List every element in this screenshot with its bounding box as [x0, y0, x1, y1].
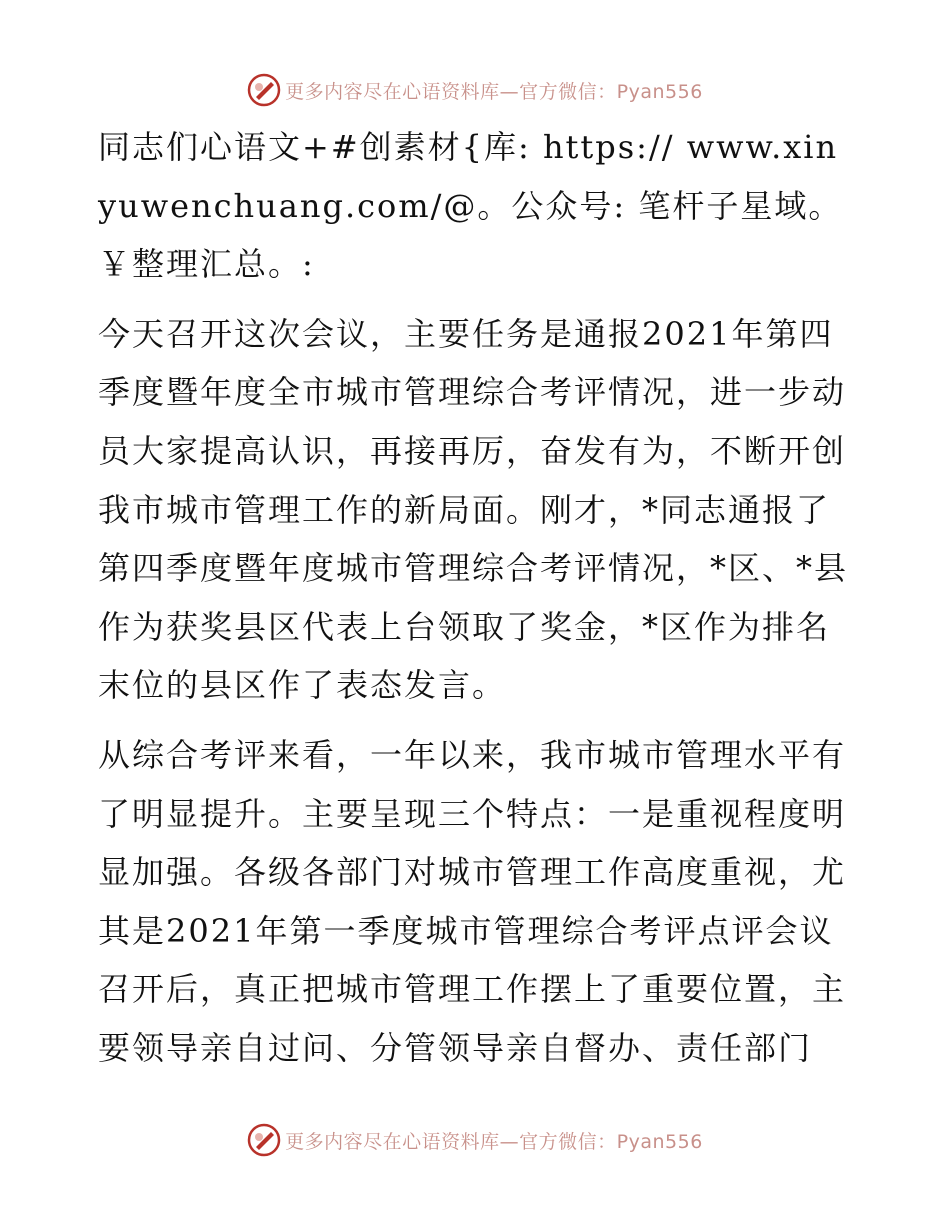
header-banner [0, 70, 950, 110]
logo-icon [247, 73, 281, 107]
document-body [98, 118, 858, 1089]
footer-banner-text: 更多内容尽在心语资料库—官方微信：Pyan556 [285, 1130, 703, 1153]
paragraph-evaluation: 从综合考评来看，一年以来，我市城市管理水平有了明显提升。主要呈现三个特点：一是重视程度明显加强。各级各部门对城市管理工作高度重视，尤其是2021年第一季度城市管理综合考评点评会议召开后，真正把城市管理工作摆上了重要位置，主要领导亲自过问、分管领导亲自督办、责任部门 [98, 735, 847, 1067]
header-banner-text: 更多内容尽在心语资料库—官方微信：Pyan556 [285, 80, 703, 103]
footer-banner [0, 1120, 950, 1160]
paragraph-intro: 同志们心语文+#创素材{库: https:// www.xinyuwenchuang.com/@。公众号: 笔杆子星域。￥整理汇总。: [98, 128, 843, 284]
paragraph-meeting: 今天召开这次会议，主要任务是通报2021年第四季度暨年度全市城市管理综合考评情况，进一步动员大家提高认识，再接再厉，奋发有为，不断开创我市城市管理工作的新局面。刚才，*同志通报了第四季度暨年度城市管理综合考评情况，*区、*县作为获奖县区代表上台领取了奖金，*区作为排名末位的县区作了表态发言。 [98, 314, 849, 705]
logo-icon [247, 1123, 281, 1157]
